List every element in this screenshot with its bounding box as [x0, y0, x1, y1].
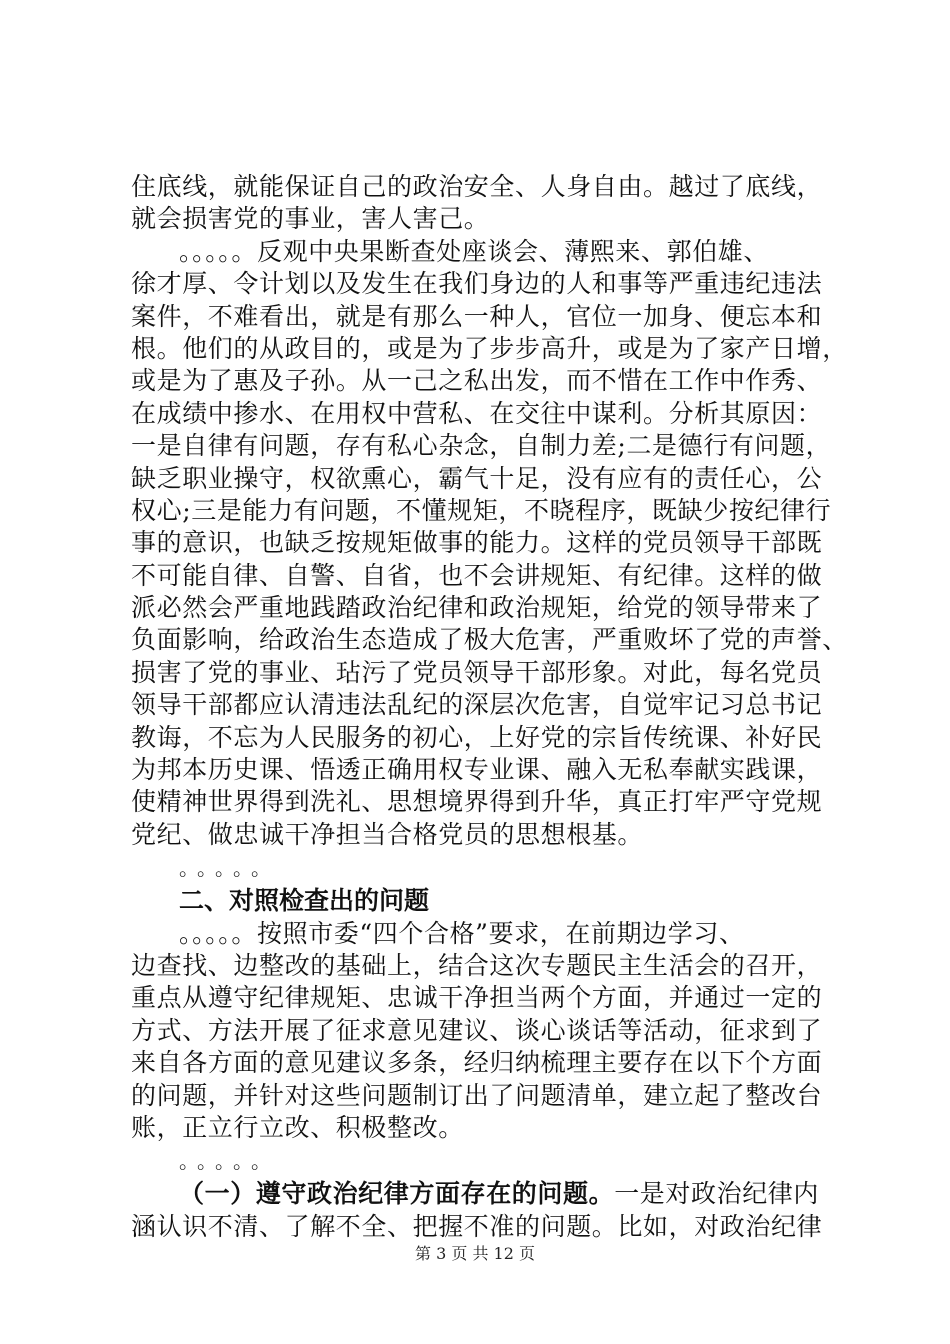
text-line: 在成绩中掺水、在用权中营私、在交往中谋利。分析其原因： [131, 398, 823, 428]
text-line: 负面影响，给政治生态造成了极大危害，严重败坏了党的声誉、 [131, 625, 848, 655]
text-line: 一是自律有问题，存有私心杂念，自制力差;二是德行有问题， [131, 431, 832, 461]
text-line: 徐才厚、令计划以及发生在我们身边的人和事等严重违纪违法 [131, 269, 823, 299]
text-line: 方式、方法开展了征求意见建议、谈心谈话等活动，征求到了 [131, 1015, 823, 1045]
section-heading: 二、对照检查出的问题 [179, 886, 430, 916]
text-line: 损害了党的事业、玷污了党员领导干部形象。对此，每名党员 [131, 657, 823, 687]
paragraph-4 [131, 1178, 831, 1243]
text-line: 。。。。。反观中央果断查处座谈会、薄熙来、郭伯雄、 [179, 236, 770, 266]
text-line: 使精神世界得到洗礼、思想境界得到升华，真正打牢严守党规 [131, 787, 823, 817]
text-line: 来自各方面的意见建议多条，经归纳梳理主要存在以下个方面 [131, 1048, 823, 1078]
paragraph-3 [131, 918, 831, 1145]
separator-dots: 。。。。。 [179, 1149, 279, 1174]
text-line: 权心;三是能力有问题，不懂规矩，不晓程序，既缺少按纪律行 [131, 495, 832, 525]
separator-dots: 。。。。。 [179, 856, 279, 881]
text-line [131, 1178, 831, 1210]
text-line: 涵认识不清、了解不全、把握不准的问题。比如，对政治纪律 [131, 1211, 823, 1241]
text-span: 一是对政治纪律内 [614, 1179, 820, 1209]
text-line: 就会损害党的事业，害人害己。 [131, 204, 490, 234]
text-line: 不可能自律、自警、自省，也不会讲规矩、有纪律。这样的做 [131, 560, 823, 590]
paragraph-2 [131, 236, 848, 851]
text-line: 的问题，并针对这些问题制订出了问题清单，建立起了整改台 [131, 1080, 823, 1110]
paragraph-1 [131, 171, 831, 236]
text-line: 。。。。。按照市委“四个合格”要求，在前期边学习、 [179, 918, 745, 948]
page-footer: 第 3 页 共 12 页 [415, 1244, 535, 1263]
text-line: 重点从遵守纪律规矩、忠诚干净担当两个方面，并通过一定的 [131, 983, 823, 1013]
text-line: 为邦本历史课、悟透正确用权专业课、融入无私奉献实践课， [131, 755, 823, 785]
text-line: 或是为了惠及子孙。从一己之私出发，而不惜在工作中作秀、 [131, 366, 823, 396]
body-text [131, 171, 848, 1243]
text-line: 事的意识，也缺乏按规矩做事的能力。这样的党员领导干部既 [131, 528, 823, 558]
text-line: 派必然会严重地践踏政治纪律和政治规矩，给党的领导带来了 [131, 593, 823, 623]
text-line: 边查找、边整改的基础上，结合这次专题民主生活会的召开， [131, 950, 823, 980]
text-line: 缺乏职业操守，权欲熏心，霸气十足，没有应有的责任心，公 [131, 463, 823, 493]
text-line: 住底线，就能保证自己的政治安全、人身自由。越过了底线， [131, 172, 823, 201]
text-line: 账，正立行立改、积极整改。 [131, 1112, 464, 1142]
subsection-heading: （一）遵守政治纪律方面存在的问题。 [179, 1179, 615, 1209]
text-line: 案件，不难看出，就是有那么一种人，官位一加身、便忘本和 [131, 301, 823, 331]
text-line: 教诲，不忘为人民服务的初心，上好党的宗旨传统课、补好民 [131, 722, 823, 752]
text-line: 根。他们的从政目的，或是为了步步高升，或是为了家产日增， [131, 333, 848, 363]
text-line: 领导干部都应认清违法乱纪的深层次危害，自觉牢记习总书记 [131, 690, 823, 720]
text-line: 党纪、做忠诚干净担当合格党员的思想根基。 [131, 819, 644, 849]
